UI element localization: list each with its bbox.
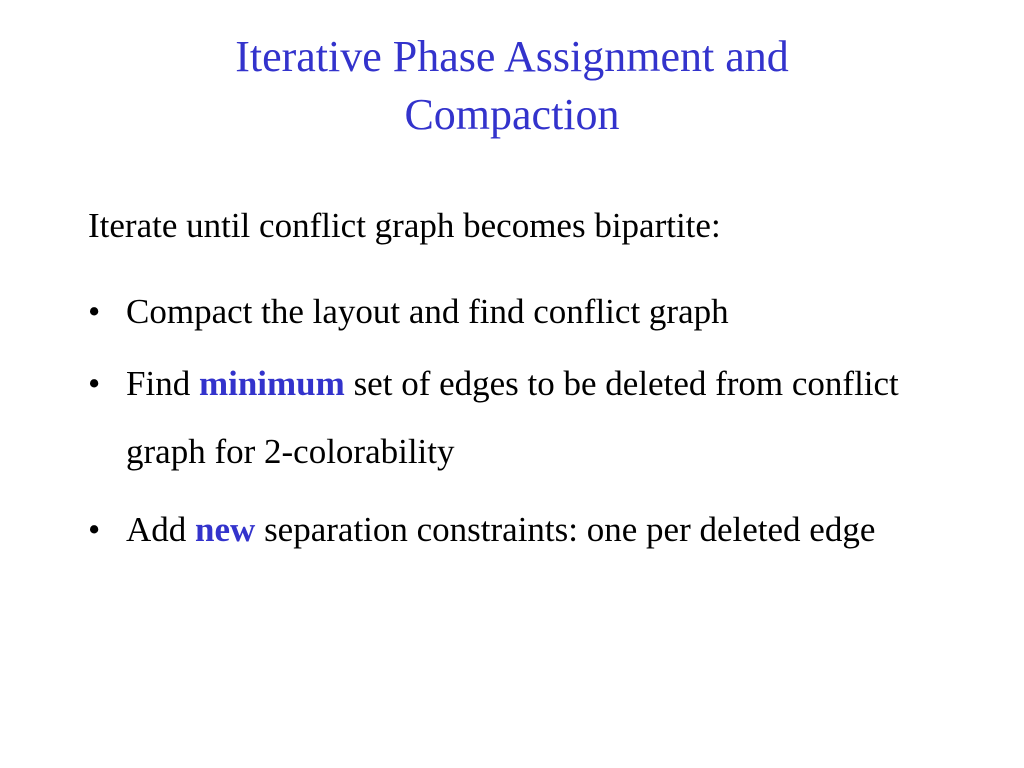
bullet-icon: •: [88, 292, 101, 331]
emphasis-text: new: [195, 510, 256, 549]
bullet-list: [88, 278, 938, 574]
slide-title-line-1: Iterative Phase Assignment and: [235, 32, 789, 81]
bullet-text: separation constraints: one per deleted edge: [255, 510, 876, 549]
slide-title: [62, 28, 962, 144]
slide-title-line-2: Compaction: [404, 90, 620, 139]
bullet-item: [88, 496, 938, 564]
bullet-text: Compact the layout and find conflict graph: [126, 292, 729, 331]
intro-text: Iterate until conflict graph becomes bipartite:: [88, 206, 721, 245]
bullet-icon: •: [88, 364, 101, 403]
emphasis-text: minimum: [198, 364, 345, 403]
bullet-text: Add: [126, 510, 196, 549]
bullet-text: set of edges to be deleted from conflict graph for 2-colorability: [126, 364, 899, 471]
bullet-text: Find: [126, 364, 199, 403]
bullet-item: [88, 278, 938, 346]
bullet-icon: •: [88, 510, 101, 549]
bullet-item: [88, 350, 938, 486]
